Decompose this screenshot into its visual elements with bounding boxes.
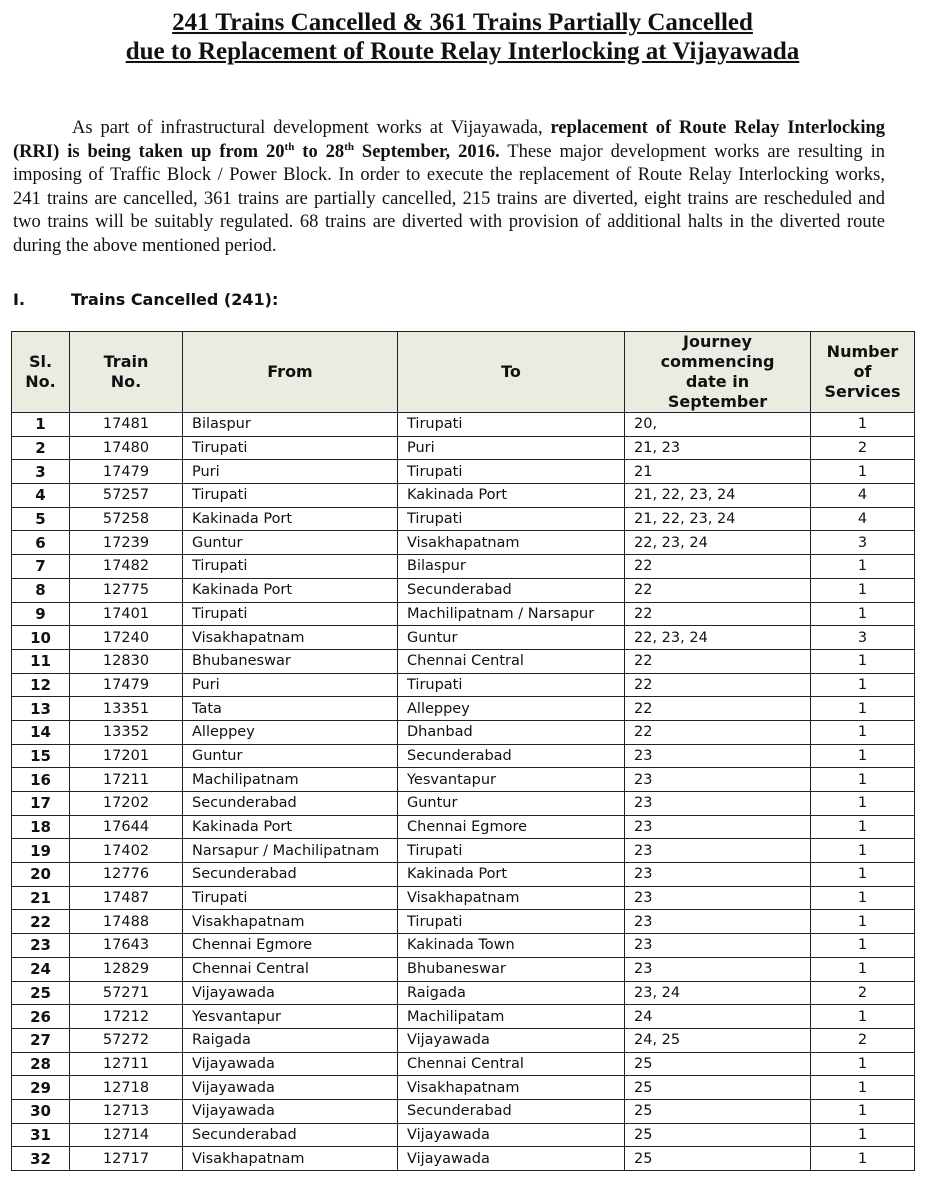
cell-to: Puri xyxy=(398,436,625,460)
cell-services: 1 xyxy=(811,413,915,437)
title-line-2: due to Replacement of Route Relay Interlocking at Vijayawada xyxy=(125,38,800,65)
cell-services: 1 xyxy=(811,957,915,981)
cell-train-no: 17487 xyxy=(70,886,183,910)
table-row xyxy=(12,957,915,981)
cell-to: Tirupati xyxy=(398,910,625,934)
cell-journey-date: 25 xyxy=(625,1052,811,1076)
cell-to: Visakhapatnam xyxy=(398,531,625,555)
cell-train-no: 57272 xyxy=(70,1028,183,1052)
cell-train-no: 12776 xyxy=(70,863,183,887)
header-journey-date: Journey commencing date in September xyxy=(625,332,811,413)
cell-from: Secunderabad xyxy=(183,1123,398,1147)
cell-train-no: 13352 xyxy=(70,720,183,744)
cell-journey-date: 23 xyxy=(625,792,811,816)
cell-train-no: 17479 xyxy=(70,673,183,697)
table-row xyxy=(12,602,915,626)
table-row xyxy=(12,768,915,792)
cell-sl-no: 23 xyxy=(12,934,70,958)
table-row xyxy=(12,744,915,768)
cell-services: 3 xyxy=(811,531,915,555)
cell-services: 1 xyxy=(811,578,915,602)
intro-paragraph xyxy=(13,117,885,258)
cell-journey-date: 23 xyxy=(625,863,811,887)
table-row xyxy=(12,555,915,579)
table-row xyxy=(12,792,915,816)
cell-services: 1 xyxy=(811,1147,915,1171)
cell-from: Kakinada Port xyxy=(183,815,398,839)
cell-from: Puri xyxy=(183,460,398,484)
cell-sl-no: 3 xyxy=(12,460,70,484)
table-row xyxy=(12,886,915,910)
cell-from: Chennai Central xyxy=(183,957,398,981)
cell-services: 1 xyxy=(811,1052,915,1076)
cell-services: 1 xyxy=(811,886,915,910)
cell-journey-date: 22 xyxy=(625,649,811,673)
cell-sl-no: 25 xyxy=(12,981,70,1005)
cell-journey-date: 23 xyxy=(625,934,811,958)
cell-train-no: 12830 xyxy=(70,649,183,673)
cell-sl-no: 29 xyxy=(12,1076,70,1100)
cell-from: Bilaspur xyxy=(183,413,398,437)
cell-services: 4 xyxy=(811,484,915,508)
table-row xyxy=(12,673,915,697)
intro-text-1: As part of infrastructural development works at Vijayawada, xyxy=(72,118,551,138)
cell-sl-no: 31 xyxy=(12,1123,70,1147)
cell-train-no: 12775 xyxy=(70,578,183,602)
cell-journey-date: 23 xyxy=(625,910,811,934)
cell-journey-date: 23 xyxy=(625,886,811,910)
cell-services: 1 xyxy=(811,934,915,958)
cell-to: Guntur xyxy=(398,792,625,816)
cell-train-no: 17482 xyxy=(70,555,183,579)
cell-from: Narsapur / Machilipatnam xyxy=(183,839,398,863)
table-row xyxy=(12,413,915,437)
table-row xyxy=(12,460,915,484)
cell-train-no: 17202 xyxy=(70,792,183,816)
title-line-1: 241 Trains Cancelled & 361 Trains Partially Cancelled xyxy=(172,9,753,36)
cell-train-no: 17240 xyxy=(70,626,183,650)
cell-sl-no: 14 xyxy=(12,720,70,744)
cell-services: 1 xyxy=(811,697,915,721)
cell-sl-no: 17 xyxy=(12,792,70,816)
cell-journey-date: 22 xyxy=(625,578,811,602)
table-row xyxy=(12,1123,915,1147)
cell-sl-no: 7 xyxy=(12,555,70,579)
cell-sl-no: 8 xyxy=(12,578,70,602)
cell-to: Vijayawada xyxy=(398,1147,625,1171)
cell-to: Yesvantapur xyxy=(398,768,625,792)
cell-from: Machilipatnam xyxy=(183,768,398,792)
table-header-row xyxy=(12,332,915,413)
header-sl-no: Sl. No. xyxy=(12,332,70,413)
table-row xyxy=(12,1099,915,1123)
cell-journey-date: 22 xyxy=(625,555,811,579)
cell-to: Bilaspur xyxy=(398,555,625,579)
cell-services: 1 xyxy=(811,649,915,673)
cell-sl-no: 21 xyxy=(12,886,70,910)
table-row xyxy=(12,531,915,555)
cell-sl-no: 4 xyxy=(12,484,70,508)
cell-journey-date: 25 xyxy=(625,1099,811,1123)
cell-to: Kakinada Port xyxy=(398,484,625,508)
cell-to: Alleppey xyxy=(398,697,625,721)
table-row xyxy=(12,720,915,744)
cell-to: Machilipatam xyxy=(398,1005,625,1029)
table-row xyxy=(12,839,915,863)
cell-to: Secunderabad xyxy=(398,744,625,768)
cell-sl-no: 9 xyxy=(12,602,70,626)
cell-train-no: 17239 xyxy=(70,531,183,555)
header-train-no: Train No. xyxy=(70,332,183,413)
cell-services: 1 xyxy=(811,1099,915,1123)
cell-from: Visakhapatnam xyxy=(183,626,398,650)
cell-services: 1 xyxy=(811,744,915,768)
cell-services: 1 xyxy=(811,460,915,484)
cell-train-no: 17488 xyxy=(70,910,183,934)
cell-from: Vijayawada xyxy=(183,981,398,1005)
cell-journey-date: 23 xyxy=(625,839,811,863)
cell-to: Tirupati xyxy=(398,460,625,484)
cell-train-no: 57257 xyxy=(70,484,183,508)
cell-to: Vijayawada xyxy=(398,1123,625,1147)
cell-to: Kakinada Port xyxy=(398,863,625,887)
section-title: Trains Cancelled (241): xyxy=(71,290,279,309)
cancelled-trains-table xyxy=(11,331,915,1171)
cell-services: 1 xyxy=(811,1123,915,1147)
cell-sl-no: 1 xyxy=(12,413,70,437)
intro-bold-1: replacement of Route Relay Interlocking (RRI) is being taken up from 20 xyxy=(13,118,886,162)
cell-sl-no: 2 xyxy=(12,436,70,460)
cell-to: Kakinada Town xyxy=(398,934,625,958)
table-row xyxy=(12,436,915,460)
table-row xyxy=(12,815,915,839)
cell-to: Secunderabad xyxy=(398,578,625,602)
section-heading xyxy=(13,290,278,309)
cell-sl-no: 19 xyxy=(12,839,70,863)
intro-bold-3: September, 2016. xyxy=(353,141,500,162)
table-row xyxy=(12,1052,915,1076)
cell-to: Tirupati xyxy=(398,673,625,697)
section-number: I. xyxy=(13,290,26,309)
cell-journey-date: 25 xyxy=(625,1123,811,1147)
cell-services: 1 xyxy=(811,768,915,792)
cell-services: 2 xyxy=(811,1028,915,1052)
cell-journey-date: 24, 25 xyxy=(625,1028,811,1052)
cell-to: Bhubaneswar xyxy=(398,957,625,981)
cell-journey-date: 24 xyxy=(625,1005,811,1029)
cell-services: 2 xyxy=(811,981,915,1005)
cell-to: Visakhapatnam xyxy=(398,1076,625,1100)
cell-from: Bhubaneswar xyxy=(183,649,398,673)
cell-sl-no: 12 xyxy=(12,673,70,697)
cell-to: Tirupati xyxy=(398,839,625,863)
cell-to: Raigada xyxy=(398,981,625,1005)
cell-from: Kakinada Port xyxy=(183,578,398,602)
cell-sl-no: 26 xyxy=(12,1005,70,1029)
cell-from: Guntur xyxy=(183,744,398,768)
cell-journey-date: 23 xyxy=(625,768,811,792)
cell-from: Visakhapatnam xyxy=(183,910,398,934)
header-from: From xyxy=(183,332,398,413)
cell-to: Secunderabad xyxy=(398,1099,625,1123)
cell-to: Chennai Egmore xyxy=(398,815,625,839)
cell-train-no: 12713 xyxy=(70,1099,183,1123)
header-services: Number of Services xyxy=(811,332,915,413)
table-row xyxy=(12,934,915,958)
cell-journey-date: 25 xyxy=(625,1147,811,1171)
cell-train-no: 17211 xyxy=(70,768,183,792)
cell-sl-no: 27 xyxy=(12,1028,70,1052)
cell-journey-date: 25 xyxy=(625,1076,811,1100)
cell-sl-no: 16 xyxy=(12,768,70,792)
cell-train-no: 57271 xyxy=(70,981,183,1005)
cell-sl-no: 5 xyxy=(12,507,70,531)
cell-services: 1 xyxy=(811,792,915,816)
cell-from: Guntur xyxy=(183,531,398,555)
cell-to: Vijayawada xyxy=(398,1028,625,1052)
cell-from: Chennai Egmore xyxy=(183,934,398,958)
cell-services: 1 xyxy=(811,1076,915,1100)
cell-train-no: 17643 xyxy=(70,934,183,958)
cell-journey-date: 21 xyxy=(625,460,811,484)
cell-to: Chennai Central xyxy=(398,1052,625,1076)
cell-from: Alleppey xyxy=(183,720,398,744)
cell-sl-no: 20 xyxy=(12,863,70,887)
cell-train-no: 12714 xyxy=(70,1123,183,1147)
cell-to: Guntur xyxy=(398,626,625,650)
cell-from: Puri xyxy=(183,673,398,697)
cell-journey-date: 23 xyxy=(625,815,811,839)
page-title xyxy=(0,8,925,66)
cell-sl-no: 18 xyxy=(12,815,70,839)
cell-to: Machilipatnam / Narsapur xyxy=(398,602,625,626)
table-row xyxy=(12,507,915,531)
table-row xyxy=(12,1147,915,1171)
cell-services: 1 xyxy=(811,673,915,697)
cell-services: 1 xyxy=(811,720,915,744)
cell-train-no: 17402 xyxy=(70,839,183,863)
cell-train-no: 17480 xyxy=(70,436,183,460)
cell-sl-no: 24 xyxy=(12,957,70,981)
table-row xyxy=(12,484,915,508)
table-row xyxy=(12,697,915,721)
cell-to: Visakhapatnam xyxy=(398,886,625,910)
cell-journey-date: 23, 24 xyxy=(625,981,811,1005)
table-row xyxy=(12,1028,915,1052)
cell-services: 1 xyxy=(811,555,915,579)
cell-journey-date: 22 xyxy=(625,697,811,721)
cell-from: Vijayawada xyxy=(183,1099,398,1123)
cell-to: Dhanbad xyxy=(398,720,625,744)
cell-from: Yesvantapur xyxy=(183,1005,398,1029)
intro-text-2: These major development works are resulting in imposing of Traffic Block / Power Block. In order to execute the replacement of Route Relay Interlocking works, 241 trains are cancelled, 361 trains are partially cancelled, 215 trains are diverted, eight trains are rescheduled and two trains will be suitably regulated. 68 trains are diverted with provision of additional halts in the diverted route during the above mentioned period. xyxy=(13,141,886,256)
table-row xyxy=(12,863,915,887)
cell-sl-no: 13 xyxy=(12,697,70,721)
cell-services: 1 xyxy=(811,1005,915,1029)
cell-from: Tata xyxy=(183,697,398,721)
cell-from: Tirupati xyxy=(183,555,398,579)
table-row xyxy=(12,626,915,650)
table-row xyxy=(12,578,915,602)
cell-journey-date: 22 xyxy=(625,720,811,744)
cell-journey-date: 23 xyxy=(625,744,811,768)
cell-services: 1 xyxy=(811,602,915,626)
cell-sl-no: 28 xyxy=(12,1052,70,1076)
cell-journey-date: 21, 23 xyxy=(625,436,811,460)
cell-services: 3 xyxy=(811,626,915,650)
cell-sl-no: 10 xyxy=(12,626,70,650)
cell-from: Raigada xyxy=(183,1028,398,1052)
cell-services: 1 xyxy=(811,815,915,839)
table-row xyxy=(12,910,915,934)
cell-journey-date: 21, 22, 23, 24 xyxy=(625,484,811,508)
cell-services: 1 xyxy=(811,839,915,863)
cell-journey-date: 22 xyxy=(625,673,811,697)
intro-bold-2: to 28 xyxy=(294,141,345,162)
cell-journey-date: 21, 22, 23, 24 xyxy=(625,507,811,531)
cell-sl-no: 30 xyxy=(12,1099,70,1123)
table-row xyxy=(12,1076,915,1100)
intro-sup-1: th xyxy=(284,140,295,153)
cell-from: Tirupati xyxy=(183,436,398,460)
cell-from: Tirupati xyxy=(183,484,398,508)
cell-from: Vijayawada xyxy=(183,1076,398,1100)
cell-train-no: 17401 xyxy=(70,602,183,626)
table-row xyxy=(12,649,915,673)
cell-journey-date: 20, xyxy=(625,413,811,437)
cell-train-no: 57258 xyxy=(70,507,183,531)
cell-services: 1 xyxy=(811,863,915,887)
cell-train-no: 17212 xyxy=(70,1005,183,1029)
cell-journey-date: 23 xyxy=(625,957,811,981)
cell-from: Kakinada Port xyxy=(183,507,398,531)
header-to: To xyxy=(398,332,625,413)
cell-train-no: 12717 xyxy=(70,1147,183,1171)
cell-train-no: 17644 xyxy=(70,815,183,839)
cell-sl-no: 22 xyxy=(12,910,70,934)
cell-from: Secunderabad xyxy=(183,792,398,816)
cell-sl-no: 15 xyxy=(12,744,70,768)
intro-sup-2: th xyxy=(344,140,354,153)
cell-services: 1 xyxy=(811,910,915,934)
cell-from: Tirupati xyxy=(183,886,398,910)
cell-train-no: 17479 xyxy=(70,460,183,484)
cell-to: Tirupati xyxy=(398,507,625,531)
cell-sl-no: 32 xyxy=(12,1147,70,1171)
cell-from: Visakhapatnam xyxy=(183,1147,398,1171)
table-row xyxy=(12,981,915,1005)
cell-from: Secunderabad xyxy=(183,863,398,887)
cell-train-no: 12829 xyxy=(70,957,183,981)
cell-from: Vijayawada xyxy=(183,1052,398,1076)
cell-train-no: 13351 xyxy=(70,697,183,721)
cell-services: 2 xyxy=(811,436,915,460)
cell-journey-date: 22, 23, 24 xyxy=(625,626,811,650)
cell-journey-date: 22 xyxy=(625,602,811,626)
cell-services: 4 xyxy=(811,507,915,531)
cell-journey-date: 22, 23, 24 xyxy=(625,531,811,555)
cell-train-no: 12718 xyxy=(70,1076,183,1100)
table-row xyxy=(12,1005,915,1029)
cell-train-no: 17201 xyxy=(70,744,183,768)
cell-sl-no: 6 xyxy=(12,531,70,555)
cell-sl-no: 11 xyxy=(12,649,70,673)
cell-to: Tirupati xyxy=(398,413,625,437)
cell-train-no: 12711 xyxy=(70,1052,183,1076)
cell-from: Tirupati xyxy=(183,602,398,626)
cell-train-no: 17481 xyxy=(70,413,183,437)
cell-to: Chennai Central xyxy=(398,649,625,673)
